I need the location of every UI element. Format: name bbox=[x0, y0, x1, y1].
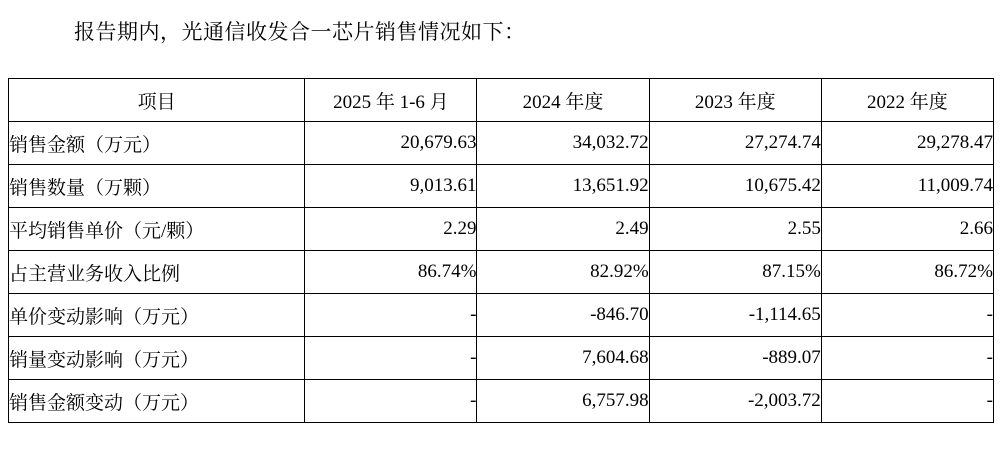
row-value: 6,757.98 bbox=[477, 380, 649, 423]
row-value: 2.66 bbox=[821, 208, 993, 251]
table-row bbox=[9, 251, 994, 294]
row-value: 13,651.92 bbox=[477, 165, 649, 208]
row-value: 87.15% bbox=[649, 251, 821, 294]
table-row bbox=[9, 208, 994, 251]
row-value: - bbox=[305, 337, 477, 380]
row-value: - bbox=[305, 380, 477, 423]
row-value: 82.92% bbox=[477, 251, 649, 294]
row-label: 单价变动影响（万元） bbox=[9, 294, 305, 337]
row-value: - bbox=[305, 294, 477, 337]
row-value: - bbox=[821, 337, 993, 380]
header-cell-2024: 2024 年度 bbox=[477, 79, 649, 122]
header-cell-2023: 2023 年度 bbox=[649, 79, 821, 122]
row-value: - bbox=[821, 294, 993, 337]
row-value: 86.74% bbox=[305, 251, 477, 294]
row-value: -846.70 bbox=[477, 294, 649, 337]
row-value: 20,679.63 bbox=[305, 122, 477, 165]
table-row bbox=[9, 165, 994, 208]
header-cell-2022: 2022 年度 bbox=[821, 79, 993, 122]
row-value: 11,009.74 bbox=[821, 165, 993, 208]
row-label: 占主营业务收入比例 bbox=[9, 251, 305, 294]
table-header bbox=[9, 79, 994, 122]
intro-paragraph: 报告期内，光通信收发合一芯片销售情况如下： bbox=[74, 20, 526, 44]
row-value: - bbox=[821, 380, 993, 423]
row-label: 销量变动影响（万元） bbox=[9, 337, 305, 380]
row-value: 10,675.42 bbox=[649, 165, 821, 208]
row-label: 平均销售单价（元/颗） bbox=[9, 208, 305, 251]
header-cell-2025h1: 2025 年 1-6 月 bbox=[305, 79, 477, 122]
row-value: 27,274.74 bbox=[649, 122, 821, 165]
header-cell-item: 项目 bbox=[9, 79, 305, 122]
row-value: -2,003.72 bbox=[649, 380, 821, 423]
table-row bbox=[9, 294, 994, 337]
row-value: -1,114.65 bbox=[649, 294, 821, 337]
row-value: -889.07 bbox=[649, 337, 821, 380]
row-value: 34,032.72 bbox=[477, 122, 649, 165]
row-value: 2.49 bbox=[477, 208, 649, 251]
table-row bbox=[9, 380, 994, 423]
table-row bbox=[9, 337, 994, 380]
row-value: 2.29 bbox=[305, 208, 477, 251]
sales-table bbox=[8, 78, 994, 423]
row-value: 9,013.61 bbox=[305, 165, 477, 208]
table-body bbox=[9, 122, 994, 423]
row-value: 2.55 bbox=[649, 208, 821, 251]
row-value: 29,278.47 bbox=[821, 122, 993, 165]
table-row bbox=[9, 122, 994, 165]
row-label: 销售金额（万元） bbox=[9, 122, 305, 165]
row-value: 86.72% bbox=[821, 251, 993, 294]
table-header-row bbox=[9, 79, 994, 122]
row-value: 7,604.68 bbox=[477, 337, 649, 380]
row-label: 销售金额变动（万元） bbox=[9, 380, 305, 423]
row-label: 销售数量（万颗） bbox=[9, 165, 305, 208]
